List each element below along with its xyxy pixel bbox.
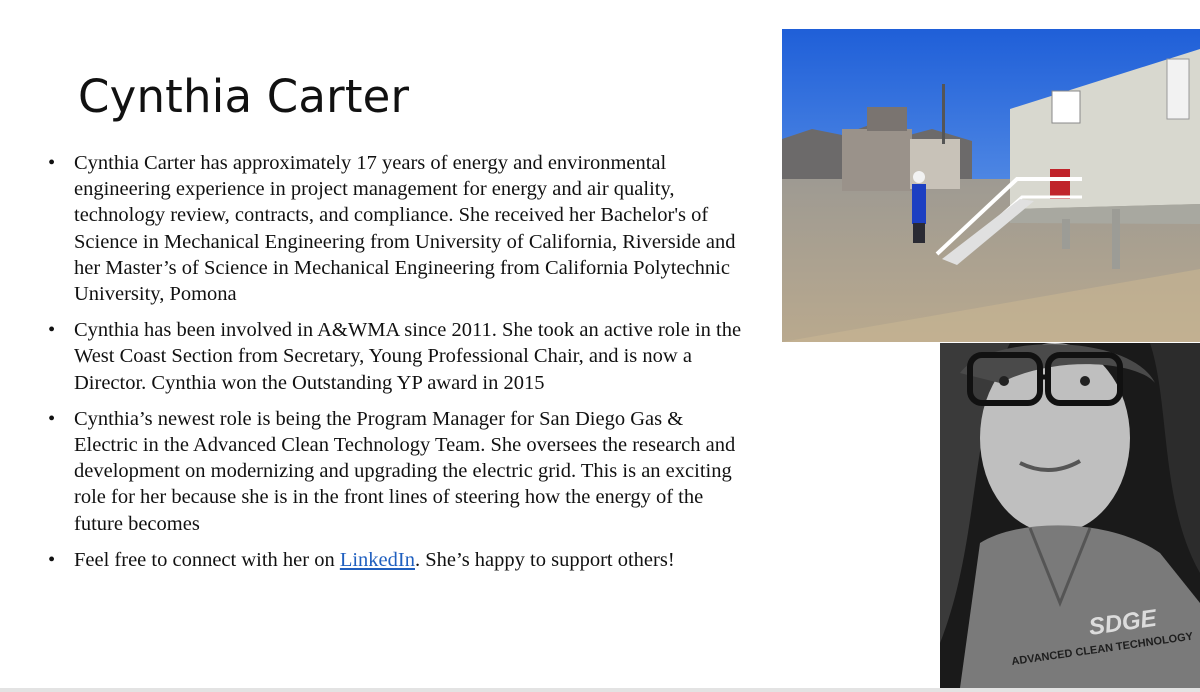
utility-pole [942, 84, 945, 144]
bullet-text: Cynthia’s newest role is being the Program Manager for San Diego Gas & Electric in the Advanced Clean Technology Team. She oversees the research and development on modernizing and upgrading the electric grid. This is an exciting role for her because she is in the front lines of steering how the energy of the future becomes [74, 407, 736, 535]
jacket-embroidery: ADVANCED CLEAN TECHNOLOGY [1010, 630, 1194, 668]
site-photo-illustration [782, 29, 1200, 342]
sdge-logo: SDGE [1087, 604, 1159, 641]
bullet-text: Cynthia Carter has approximately 17 years of energy and environmental engineering experience in project management for energy and air quality, technology review, contracts, and compliance. She received her Bachelor's of Science in Mechanical Engineering from University of California, Riverside and her Master’s of Science in Mechanical Engineering from California Polytechnic University, Pomona [74, 152, 736, 306]
bullet-dot: • [48, 319, 56, 342]
facility-sign [1052, 91, 1080, 123]
bullet-text: Cynthia has been involved in A&WMA since 2011. She took an active role in the West Coast Section from Secretary, Young Professional Chair, and is now a Director. Cynthia won the Outstanding YP award in 2015 [74, 319, 742, 394]
bullet-item [48, 547, 748, 573]
linkedin-link[interactable]: LinkedIn [339, 548, 415, 571]
bottom-edge [0, 688, 1200, 692]
bullet-item [48, 150, 748, 307]
portrait-illustration [940, 343, 1200, 688]
generator-building [842, 129, 912, 191]
bullet-text-before: Feel free to connect with her on [74, 548, 340, 571]
bullet-list [48, 150, 748, 583]
bullet-item [48, 406, 748, 537]
portrait-photo [940, 343, 1200, 688]
bullet-dot: • [48, 407, 56, 430]
bullet-item [48, 317, 748, 396]
bullet-text-after: . She’s happy to support others! [415, 548, 675, 571]
person [912, 184, 926, 224]
slide-title: Cynthia Carter [78, 70, 410, 123]
bullet-dot: • [48, 548, 56, 571]
site-photo [782, 29, 1200, 342]
red-box [1050, 169, 1070, 199]
bullet-dot: • [48, 152, 56, 174]
first-aid-panel [1167, 59, 1189, 119]
